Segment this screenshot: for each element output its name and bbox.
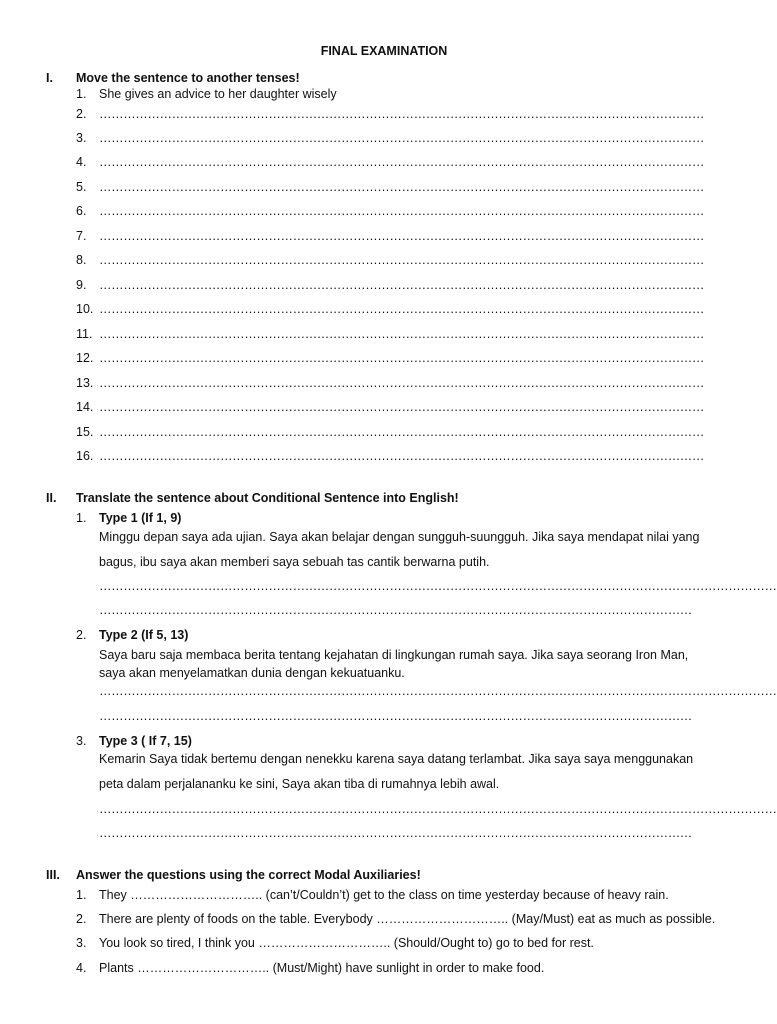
- s1-item-number: 5.: [76, 180, 87, 194]
- s1-item-number: 2.: [76, 107, 87, 121]
- s2-item-line: peta dalam perjalananku ke sini, Saya akan tiba di rumahnya lebih awal.: [99, 777, 500, 791]
- section-3-numeral: III.: [46, 868, 60, 882]
- s3-item-number: 1.: [76, 888, 87, 902]
- s3-item-text: You look so tired, I think you ………………………….. (Should/Ought to) go to bed for rest.: [99, 936, 594, 950]
- s3-item-text: There are plenty of foods on the table. Everybody ………………………….. (May/Must) eat as much as possible.: [99, 912, 716, 926]
- s1-answer-line: ……………………………………………………………………………………………………………………………………: [99, 351, 705, 365]
- s1-item-number: 9.: [76, 278, 87, 292]
- s2-answer-line: …………………………………………………………………………………………………………………………………: [99, 709, 692, 723]
- s1-item-number: 12.: [76, 351, 94, 365]
- s1-answer-line: ……………………………………………………………………………………………………………………………………: [99, 327, 705, 341]
- s2-item-number: 3.: [76, 734, 87, 748]
- s2-item-line: Saya baru saja membaca berita tentang kejahatan di lingkungan rumah saya. Jika saya seorang Iron Man,: [99, 648, 689, 662]
- s1-item-text: She gives an advice to her daughter wisely: [99, 87, 337, 101]
- section-1-numeral: I.: [46, 71, 53, 85]
- s3-item-number: 3.: [76, 936, 87, 950]
- s1-answer-line: ……………………………………………………………………………………………………………………………………: [99, 302, 705, 316]
- s1-item-number: 14.: [76, 400, 94, 414]
- s2-answer-line: …………………………………………………………………………………………………………………………………: [99, 603, 692, 617]
- s2-answer-line: ……………………………………………………………………………………………………………………………………………………: [99, 579, 777, 593]
- s2-item-type: Type 1 (If 1, 9): [99, 511, 182, 525]
- s1-item-number: 11.: [76, 327, 93, 341]
- s1-item-number: 16.: [76, 449, 94, 463]
- s1-answer-line: ……………………………………………………………………………………………………………………………………: [99, 155, 705, 169]
- s3-item-number: 2.: [76, 912, 87, 926]
- s1-answer-line: ……………………………………………………………………………………………………………………………………: [99, 278, 705, 292]
- s1-answer-line: ……………………………………………………………………………………………………………………………………: [99, 229, 705, 243]
- s2-item-type: Type 3 ( If 7, 15): [99, 734, 192, 748]
- s2-item-type: Type 2 (If 5, 13): [99, 628, 189, 642]
- section-1-heading: Move the sentence to another tenses!: [76, 71, 300, 85]
- section-2-numeral: II.: [46, 491, 57, 505]
- s1-answer-line: ……………………………………………………………………………………………………………………………………: [99, 131, 705, 145]
- s2-item-line: bagus, ibu saya akan memberi saya sebuah tas cantik berwarna putih.: [99, 555, 490, 569]
- s1-answer-line: ……………………………………………………………………………………………………………………………………: [99, 107, 705, 121]
- s2-item-line: saya akan menyelamatkan dunia dengan kekuatuanku.: [99, 666, 405, 680]
- s2-answer-line: ……………………………………………………………………………………………………………………………………………………: [99, 684, 777, 698]
- s3-item-text: They ………………………….. (can’t/Couldn’t) get to the class on time yesterday because of heavy rain.: [99, 888, 669, 902]
- s3-item-number: 4.: [76, 961, 87, 975]
- s1-answer-line: ……………………………………………………………………………………………………………………………………: [99, 449, 705, 463]
- s1-item-number: 3.: [76, 131, 87, 145]
- s1-item-number: 7.: [76, 229, 87, 243]
- s1-item-number: 4.: [76, 155, 87, 169]
- s1-answer-line: ……………………………………………………………………………………………………………………………………: [99, 253, 705, 267]
- s2-answer-line: ……………………………………………………………………………………………………………………………………………………: [99, 802, 777, 816]
- s1-answer-line: ……………………………………………………………………………………………………………………………………: [99, 425, 705, 439]
- s1-answer-line: ……………………………………………………………………………………………………………………………………: [99, 180, 705, 194]
- page-title: FINAL EXAMINATION: [320, 44, 448, 58]
- s1-answer-line: ……………………………………………………………………………………………………………………………………: [99, 400, 705, 414]
- s1-item-number: 13.: [76, 376, 94, 390]
- s1-item-number: 15.: [76, 425, 94, 439]
- s1-item-number: 1.: [76, 87, 87, 101]
- s2-item-line: Kemarin Saya tidak bertemu dengan nenekku karena saya datang terlambat. Jika saya saya menggunakan: [99, 752, 694, 766]
- s3-item-text: Plants ………………………….. (Must/Might) have sunlight in order to make food.: [99, 961, 545, 975]
- s1-item-number: 6.: [76, 204, 87, 218]
- s1-answer-line: ……………………………………………………………………………………………………………………………………: [99, 204, 705, 218]
- s2-item-number: 2.: [76, 628, 87, 642]
- section-3-heading: Answer the questions using the correct Modal Auxiliaries!: [76, 868, 421, 882]
- s2-item-number: 1.: [76, 511, 87, 525]
- section-2-heading: Translate the sentence about Conditional Sentence into English!: [76, 491, 459, 505]
- s1-item-number: 10.: [76, 302, 94, 316]
- s2-item-line: Minggu depan saya ada ujian. Saya akan belajar dengan sungguh-suungguh. Jika saya mendapat nilai yang: [99, 530, 700, 544]
- s1-answer-line: ……………………………………………………………………………………………………………………………………: [99, 376, 705, 390]
- s2-answer-line: …………………………………………………………………………………………………………………………………: [99, 826, 692, 840]
- s1-item-number: 8.: [76, 253, 87, 267]
